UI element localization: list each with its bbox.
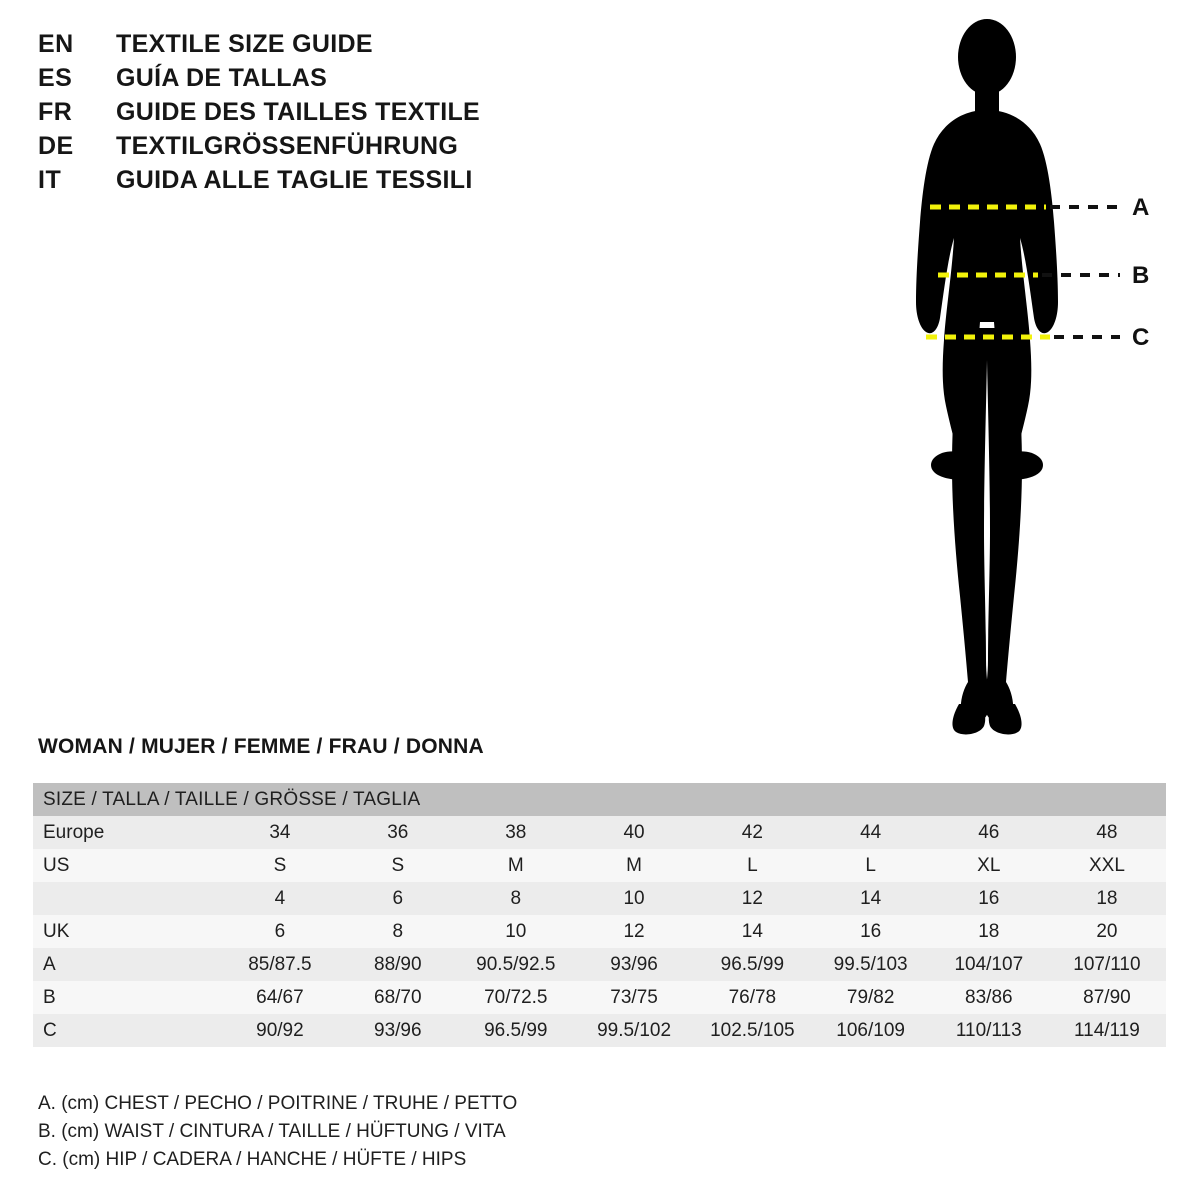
table-row [33, 1014, 1166, 1047]
table-row [33, 816, 1166, 849]
cell: 8 [457, 882, 575, 915]
section-caption: WOMAN / MUJER / FEMME / FRAU / DONNA [38, 735, 484, 758]
cell: 34 [221, 816, 339, 849]
language-title: GUIDE DES TAILLES TEXTILE [116, 98, 481, 126]
language-code: IT [38, 166, 62, 194]
cell: 42 [693, 816, 811, 849]
cell: 12 [693, 882, 811, 915]
language-row-fr [38, 98, 598, 132]
table-row [33, 915, 1166, 948]
cell: 40 [575, 816, 693, 849]
cell: 20 [1048, 915, 1166, 948]
cell: 114/119 [1048, 1014, 1166, 1047]
language-row-en [38, 30, 598, 64]
cell: 99.5/103 [812, 948, 930, 981]
row-label: UK [33, 915, 221, 948]
cell: 93/96 [339, 1014, 457, 1047]
measurement-legend [38, 1090, 938, 1174]
row-label: A [33, 948, 221, 981]
cell: 18 [930, 915, 1048, 948]
cell: 99.5/102 [575, 1014, 693, 1047]
female-silhouette-icon [860, 10, 1190, 750]
cell: L [812, 849, 930, 882]
language-row-de [38, 132, 598, 166]
cell: 96.5/99 [693, 948, 811, 981]
cell: S [221, 849, 339, 882]
cell: 88/90 [339, 948, 457, 981]
cell: 70/72.5 [457, 981, 575, 1014]
cell: XL [930, 849, 1048, 882]
cell: 73/75 [575, 981, 693, 1014]
cell: M [457, 849, 575, 882]
cell: 10 [457, 915, 575, 948]
language-code: DE [38, 132, 74, 160]
table-header-row [33, 783, 1166, 816]
cell: 14 [812, 882, 930, 915]
cell: 48 [1048, 816, 1166, 849]
cell: 16 [812, 915, 930, 948]
cell: 106/109 [812, 1014, 930, 1047]
cell: 18 [1048, 882, 1166, 915]
row-label: B [33, 981, 221, 1014]
cell: 76/78 [693, 981, 811, 1014]
cell: 90.5/92.5 [457, 948, 575, 981]
cell: XXL [1048, 849, 1166, 882]
chest-measure-label: A [1132, 194, 1150, 221]
cell: 68/70 [339, 981, 457, 1014]
language-title: GUÍA DE TALLAS [116, 64, 328, 92]
cell: 46 [930, 816, 1048, 849]
cell: 10 [575, 882, 693, 915]
row-label [33, 882, 221, 915]
waist-measure-label: B [1132, 262, 1150, 289]
table-row [33, 882, 1166, 915]
cell: 79/82 [812, 981, 930, 1014]
cell: 6 [339, 882, 457, 915]
table-header-cell: SIZE / TALLA / TAILLE / GRÖSSE / TAGLIA [33, 783, 1166, 816]
cell: 38 [457, 816, 575, 849]
cell: 110/113 [930, 1014, 1048, 1047]
size-table [33, 783, 1166, 1047]
cell: 87/90 [1048, 981, 1166, 1014]
cell: 83/86 [930, 981, 1048, 1014]
cell: 6 [221, 915, 339, 948]
cell: S [339, 849, 457, 882]
cell: 8 [339, 915, 457, 948]
cell: 90/92 [221, 1014, 339, 1047]
language-title: GUIDA ALLE TAGLIE TESSILI [116, 166, 473, 194]
cell: 44 [812, 816, 930, 849]
cell: 4 [221, 882, 339, 915]
language-row-it [38, 166, 598, 200]
cell: 93/96 [575, 948, 693, 981]
cell: 96.5/99 [457, 1014, 575, 1047]
language-title: TEXTILGRÖSSENFÜHRUNG [116, 132, 459, 160]
table-row [33, 849, 1166, 882]
cell: L [693, 849, 811, 882]
hip-measure-label: C [1132, 324, 1150, 351]
cell: 16 [930, 882, 1048, 915]
cell: 104/107 [930, 948, 1048, 981]
legend-note-a: A. (cm) CHEST / PECHO / POITRINE / TRUHE / PETTO [38, 1093, 518, 1114]
language-row-es [38, 64, 598, 98]
cell: 102.5/105 [693, 1014, 811, 1047]
cell: 85/87.5 [221, 948, 339, 981]
language-code: EN [38, 30, 74, 58]
measurement-figure [860, 10, 1190, 750]
row-label: Europe [33, 816, 221, 849]
cell: M [575, 849, 693, 882]
language-code: ES [38, 64, 73, 92]
cell: 64/67 [221, 981, 339, 1014]
cell: 107/110 [1048, 948, 1166, 981]
row-label: C [33, 1014, 221, 1047]
row-label: US [33, 849, 221, 882]
table-row [33, 948, 1166, 981]
legend-note-c: C. (cm) HIP / CADERA / HANCHE / HÜFTE / HIPS [38, 1149, 467, 1170]
cell: 14 [693, 915, 811, 948]
language-code: FR [38, 98, 73, 126]
table-row [33, 981, 1166, 1014]
cell: 12 [575, 915, 693, 948]
legend-note-b: B. (cm) WAIST / CINTURA / TAILLE / HÜFTUNG / VITA [38, 1121, 506, 1142]
language-title: TEXTILE SIZE GUIDE [116, 30, 373, 58]
cell: 36 [339, 816, 457, 849]
language-title-list [38, 30, 598, 200]
